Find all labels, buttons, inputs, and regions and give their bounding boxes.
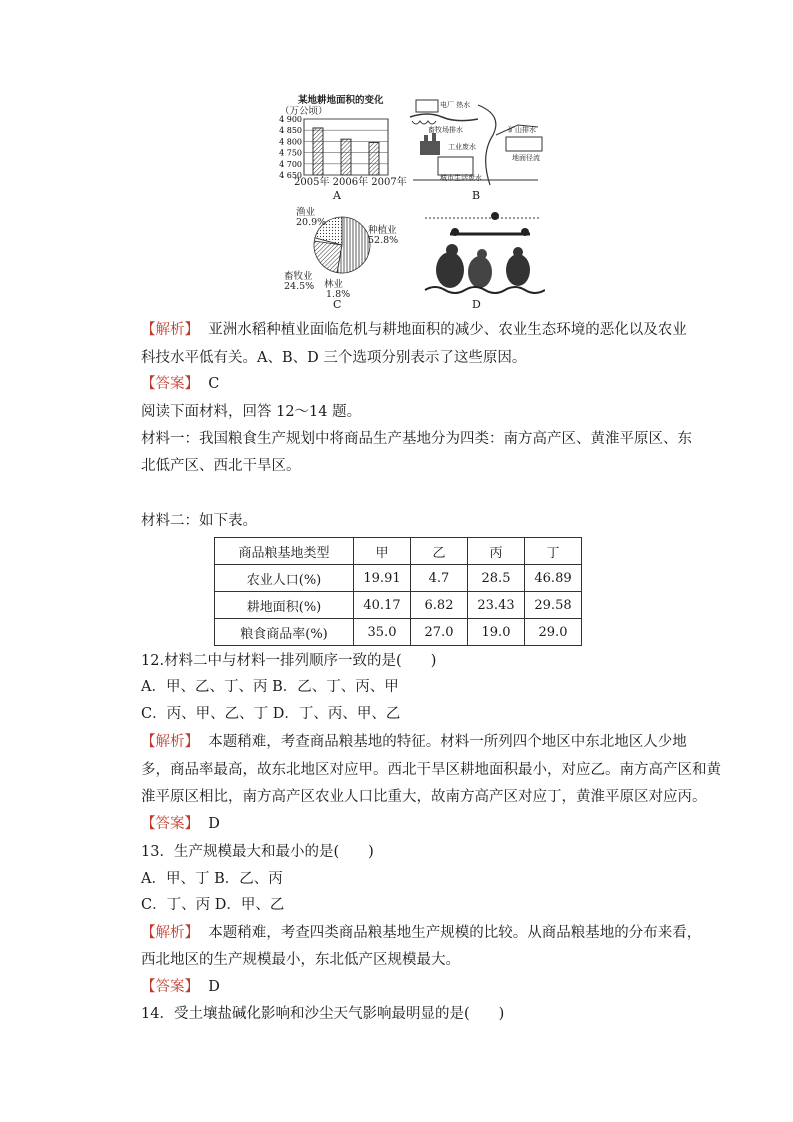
table-header-cell: 丁 bbox=[525, 538, 582, 565]
table-header-cell: 丙 bbox=[468, 538, 525, 565]
answer-1-value: C bbox=[208, 376, 220, 392]
answer-1 bbox=[141, 374, 219, 394]
table-cell: 19.91 bbox=[354, 565, 411, 592]
answer-3-value: D bbox=[208, 979, 220, 995]
question-12: 12.材料二中与材料一排列顺序一致的是( ) bbox=[141, 653, 437, 669]
chart-a-tick-label: 4 650 bbox=[279, 171, 302, 180]
analysis-2-line-2: 多，商品率最高，故东北地区对应甲。西北干旱区耕地面积最小，对应乙。南方高产区和黄 bbox=[141, 762, 721, 778]
chart-a-tick-label: 4 750 bbox=[279, 148, 302, 158]
chart-a-title: 某地耕地面积的变化 bbox=[298, 95, 384, 106]
diagram-b-label-4: 矿山排水 bbox=[508, 126, 536, 134]
chart-a-tick-label: 4 700 bbox=[279, 159, 302, 169]
illustration-d-svg bbox=[420, 210, 545, 300]
table-row bbox=[215, 619, 582, 646]
analysis-2-line-1 bbox=[141, 732, 687, 752]
diagram-b-label-1: 电厂 热水 bbox=[440, 101, 471, 109]
analysis-1-line-1 bbox=[141, 320, 687, 340]
material-2-intro: 材料二：如下表。 bbox=[141, 513, 257, 529]
figure-c bbox=[280, 205, 410, 310]
table-cell: 23.43 bbox=[468, 592, 525, 619]
answer-tag: 【答案】 bbox=[141, 376, 199, 392]
table-cell: 35.0 bbox=[354, 619, 411, 646]
figure-b-label: B bbox=[472, 189, 481, 202]
table-header-cell: 商品粮基地类型 bbox=[215, 538, 354, 565]
chart-a-tick-label: 4 850 bbox=[279, 126, 302, 136]
table-header-cell: 甲 bbox=[354, 538, 411, 565]
analysis-3-line-2: 西北地区的生产规模最小，东北低产区规模最大。 bbox=[141, 952, 460, 968]
answer-2-value: D bbox=[208, 816, 220, 832]
pie-label-forest-name: 林业 bbox=[324, 279, 344, 290]
figure-a-label: A bbox=[333, 189, 341, 202]
chart-a-tick-label: 4 800 bbox=[279, 137, 302, 147]
pie-label-livestock-name: 畜牧业 bbox=[284, 271, 313, 282]
figure-d-label: D bbox=[472, 298, 481, 311]
material-1-line-1: 材料一：我国粮食生产规划中将商品生产基地分为四类：南方高产区、黄淮平原区、东 bbox=[141, 431, 692, 447]
diagram-b-label-2: 畜牧场排水 bbox=[428, 126, 463, 134]
table-header-cell: 乙 bbox=[411, 538, 468, 565]
table-cell: 农业人口(%) bbox=[215, 565, 354, 592]
question-12-options-ab: A．甲、乙、丁、丙 B．乙、丁、丙、甲 bbox=[141, 679, 399, 695]
pie-slice bbox=[314, 241, 342, 273]
chart-a-unit: （万公顷） bbox=[280, 106, 328, 117]
analysis-2-text-a: 本题稍难，考查商品粮基地的特征。材料一所列四个地区中东北地区人少地 bbox=[208, 734, 687, 750]
table-cell: 40.17 bbox=[354, 592, 411, 619]
analysis-tag: 【解析】 bbox=[141, 925, 199, 941]
question-13: 13．生产规模最大和最小的是( ) bbox=[141, 844, 374, 860]
pie-label-fishery-name: 渔业 bbox=[296, 207, 316, 218]
question-13-options-ab: A．甲、丁 B．乙、丙 bbox=[141, 871, 283, 887]
answer-3 bbox=[141, 977, 220, 997]
table-row bbox=[215, 565, 582, 592]
table-cell: 27.0 bbox=[411, 619, 468, 646]
figure-c-label: C bbox=[333, 298, 342, 311]
table-cell: 46.89 bbox=[525, 565, 582, 592]
table-cell: 28.5 bbox=[468, 565, 525, 592]
analysis-3-text-a: 本题稍难，考查四类商品粮基地生产规模的比较。从商品粮基地的分布来看， bbox=[208, 925, 702, 941]
figure-b bbox=[408, 95, 548, 190]
diagram-b-label-5: 城市生活废水 bbox=[440, 174, 482, 182]
figure-d bbox=[420, 210, 545, 300]
table-cell: 29.58 bbox=[525, 592, 582, 619]
analysis-1-text-a: 亚洲水稻种植业面临危机与耕地面积的减少、农业生态环境的恶化以及农业 bbox=[208, 322, 687, 338]
analysis-tag: 【解析】 bbox=[141, 734, 199, 750]
analysis-2-line-3: 淮平原区相比，南方高产区农业人口比重大，故南方高产区对应丁，黄淮平原区对应丙。 bbox=[141, 789, 707, 805]
chart-a-bar bbox=[313, 128, 323, 175]
question-13-options-cd: C．丁、丙 D．甲、乙 bbox=[141, 897, 285, 913]
pie-label-livestock-value: 24.5% bbox=[284, 281, 315, 292]
question-14: 14．受土壤盐碱化影响和沙尘天气影响最明显的是( ) bbox=[141, 1006, 505, 1022]
reading-intro: 阅读下面材料，回答 12～14 题。 bbox=[141, 404, 362, 420]
analysis-3-line-1 bbox=[141, 923, 701, 943]
pie-label-crop-value: 52.8% bbox=[368, 235, 399, 246]
table-header-row bbox=[215, 538, 582, 565]
table-cell: 4.7 bbox=[411, 565, 468, 592]
diagram-b-label-6: 地面径流 bbox=[512, 154, 540, 162]
diagram-b-label-3: 工业废水 bbox=[448, 143, 476, 151]
table-cell: 6.82 bbox=[411, 592, 468, 619]
table-cell: 19.0 bbox=[468, 619, 525, 646]
pie-label-forest-value: 1.8% bbox=[326, 289, 351, 300]
grain-base-table bbox=[214, 537, 582, 646]
answer-tag: 【答案】 bbox=[141, 979, 199, 995]
chart-a-xlabel: 2005年 2006年 2007年 bbox=[294, 177, 407, 188]
pie-label-fishery-value: 20.9% bbox=[296, 217, 327, 228]
table-cell: 耕地面积(%) bbox=[215, 592, 354, 619]
chart-a-bar bbox=[369, 143, 379, 175]
answer-2 bbox=[141, 814, 220, 834]
table-row bbox=[215, 592, 582, 619]
chart-a-tick-label: 4 900 bbox=[279, 115, 302, 124]
question-12-options-cd: C．丙、甲、乙、丁 D．丁、丙、甲、乙 bbox=[141, 706, 401, 722]
answer-tag: 【答案】 bbox=[141, 816, 199, 832]
analysis-tag: 【解析】 bbox=[141, 322, 199, 338]
table-cell: 29.0 bbox=[525, 619, 582, 646]
chart-a-bar bbox=[341, 139, 351, 175]
table-cell: 粮食商品率(%) bbox=[215, 619, 354, 646]
material-1-line-2: 北低产区、西北干旱区。 bbox=[141, 458, 301, 474]
pie-label-crop-name: 种植业 bbox=[368, 225, 397, 236]
analysis-1-line-2: 科技水平低有关。A、B、D 三个选项分别表示了这些原因。 bbox=[141, 350, 527, 366]
